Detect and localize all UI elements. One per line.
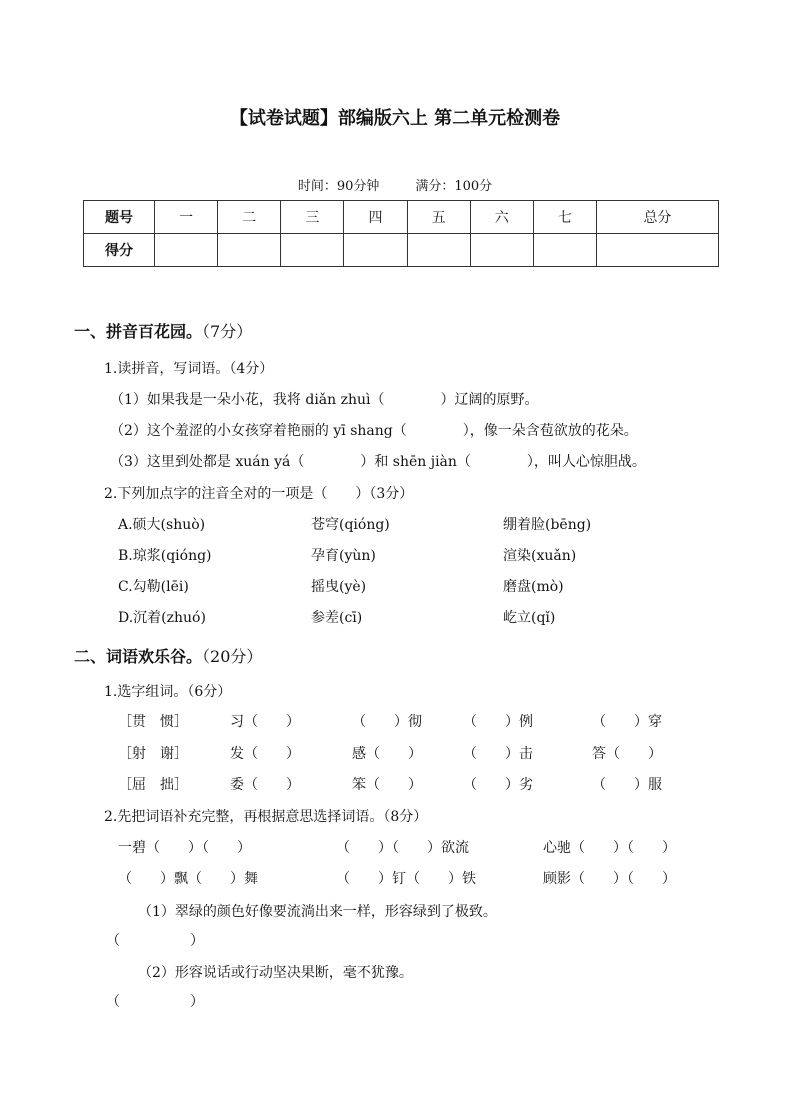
column-header: 三 bbox=[281, 201, 344, 234]
idiom-blank: 心驰（ ）（ ） bbox=[543, 840, 676, 856]
idiom-blank: 一碧（ ）（ ） bbox=[118, 840, 251, 856]
page-title: 【试卷试题】部编版六上 第二单元检测卷 bbox=[229, 108, 561, 129]
column-header: 五 bbox=[407, 201, 470, 234]
question-line: （1）如果我是一朵小花，我将 diǎn zhuì（ ）辽阔的原野。 bbox=[110, 392, 539, 408]
meaning-text: （2）形容说话或行动坚决果断，毫不犹豫。 bbox=[138, 965, 413, 981]
word-blank: （ ）彻 bbox=[352, 714, 422, 730]
section-heading bbox=[74, 644, 262, 667]
header-label: 题号 bbox=[84, 201, 155, 234]
word-blank: （ ）击 bbox=[463, 746, 533, 762]
question-title: 2.先把词语补充完整，再根据意思选择词语。（8分） bbox=[104, 809, 428, 825]
score-cell[interactable] bbox=[281, 234, 344, 267]
option-c-1: C.勾勒(lēi) bbox=[118, 579, 189, 595]
char-pair: ［射 谢］ bbox=[118, 746, 188, 762]
word-blank: 答（ ） bbox=[592, 746, 662, 762]
word-blank: 笨（ ） bbox=[352, 777, 422, 793]
idiom-blank: 顾影（ ）（ ） bbox=[543, 871, 676, 887]
idiom-blank: （ ）（ ）欲流 bbox=[336, 840, 469, 856]
option-a-3: 绷着脸(bēng) bbox=[503, 517, 592, 533]
option-b-1: B.琼浆(qióng) bbox=[118, 548, 212, 564]
section-title: 二、词语欢乐谷。 bbox=[74, 647, 203, 666]
idiom-blank: （ ）飘（ ）舞 bbox=[118, 871, 258, 887]
word-blank: 发（ ） bbox=[230, 746, 300, 762]
column-header: 总分 bbox=[596, 201, 718, 234]
meaning-text: （1）翠绿的颜色好像要流淌出来一样，形容绿到了极致。 bbox=[138, 904, 497, 920]
score-cell[interactable] bbox=[596, 234, 718, 267]
score-cell[interactable] bbox=[218, 234, 281, 267]
word-blank: （ ）劣 bbox=[463, 777, 533, 793]
word-blank: （ ）例 bbox=[463, 714, 533, 730]
score-cell[interactable] bbox=[344, 234, 407, 267]
score-cell[interactable] bbox=[407, 234, 470, 267]
section-heading bbox=[74, 319, 252, 342]
word-blank: （ ）服 bbox=[592, 777, 662, 793]
question-line: （3）这里到处都是 xuán yá（ ）和 shēn jiàn（ ），叫人心惊胆战。 bbox=[110, 454, 646, 470]
question-line: （2）这个羞涩的小女孩穿着艳丽的 yī shang（ ），像一朵含苞欲放的花朵。 bbox=[110, 423, 638, 439]
exam-info bbox=[0, 175, 790, 194]
question-title: 2.下列加点字的注音全对的一项是（ ）（3分） bbox=[104, 486, 414, 502]
score-table bbox=[83, 200, 719, 267]
score-table-header-row bbox=[84, 201, 719, 234]
section-points: （20分） bbox=[202, 647, 263, 666]
char-pair: ［屈 拙］ bbox=[118, 777, 188, 793]
option-a-1: A.硕大(shuò) bbox=[118, 517, 206, 533]
word-blank: 习（ ） bbox=[230, 714, 300, 730]
section-points: （7分） bbox=[202, 322, 253, 341]
section-title: 一、拼音百花园。 bbox=[74, 322, 203, 341]
word-blank: 感（ ） bbox=[352, 746, 422, 762]
column-header: 二 bbox=[218, 201, 281, 234]
score-cell[interactable] bbox=[533, 234, 596, 267]
answer-blank[interactable]: （ ） bbox=[106, 933, 204, 949]
time-limit: 时间：90分钟 bbox=[297, 179, 380, 194]
column-header: 四 bbox=[344, 201, 407, 234]
question-title: 1.选字组词。（6分） bbox=[104, 684, 232, 700]
option-d-1: D.沉着(zhuó) bbox=[118, 610, 206, 626]
char-pair: ［贯 惯］ bbox=[118, 714, 188, 730]
option-b-2: 孕育(yùn) bbox=[311, 548, 376, 564]
option-a-2: 苍穹(qióng) bbox=[311, 517, 390, 533]
full-score: 满分：100分 bbox=[415, 179, 493, 194]
option-d-2: 参差(cī) bbox=[311, 610, 363, 626]
answer-blank[interactable]: （ ） bbox=[106, 994, 204, 1010]
question-title: 1.读拼音，写词语。（4分） bbox=[104, 361, 274, 377]
score-cell[interactable] bbox=[155, 234, 218, 267]
column-header: 一 bbox=[155, 201, 218, 234]
score-label: 得分 bbox=[84, 234, 155, 267]
option-b-3: 渲染(xuǎn) bbox=[503, 548, 577, 564]
column-header: 六 bbox=[470, 201, 533, 234]
option-d-3: 屹立(qǐ) bbox=[503, 610, 556, 626]
idiom-blank: （ ）钉（ ）铁 bbox=[336, 871, 476, 887]
score-cell[interactable] bbox=[470, 234, 533, 267]
option-c-2: 摇曳(yè) bbox=[311, 579, 367, 595]
score-table-score-row bbox=[84, 234, 719, 267]
option-c-3: 磨盘(mò) bbox=[503, 579, 564, 595]
word-blank: （ ）穿 bbox=[592, 714, 662, 730]
word-blank: 委（ ） bbox=[230, 777, 300, 793]
column-header: 七 bbox=[533, 201, 596, 234]
